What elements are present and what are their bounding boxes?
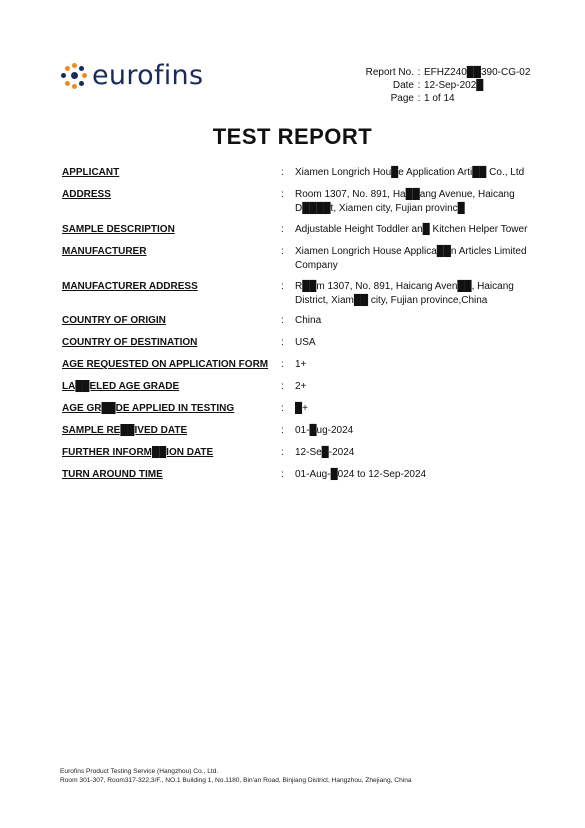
- field-colon: :: [281, 281, 284, 292]
- field-value: R██m 1307, No. 891, Haicang Aven██, Haicang District, Xiam██ city, Fujian province,China: [295, 281, 514, 306]
- field-label: FURTHER INFORM██ION DATE: [62, 447, 214, 458]
- field-label: TURN AROUND TIME: [62, 469, 163, 480]
- field-value: Xiamen Longrich Hou█e Application Arti██ Co., Ltd: [295, 167, 525, 178]
- field-label: AGE REQUESTED ON APPLICATION FORM: [62, 359, 269, 370]
- meta-colon: :: [417, 80, 421, 91]
- field-colon: :: [281, 403, 284, 414]
- field-value: 01-█ug-2024: [295, 425, 354, 436]
- logo-wordmark: eurofins: [92, 60, 204, 91]
- field-label: LA██ELED AGE GRADE: [62, 381, 180, 392]
- report-page-row: [362, 92, 530, 105]
- report-meta: [362, 66, 530, 105]
- field-value: 1+: [295, 359, 307, 370]
- report-date-row: [362, 79, 530, 92]
- field-value: 12-Se█-2024: [295, 447, 355, 458]
- field-value: China: [295, 315, 322, 326]
- footer-company: Eurofins Product Testing Service (Hangzhou) Co., Ltd.: [60, 768, 219, 775]
- report-number-value: EFHZ240██390-CG-02: [424, 67, 531, 78]
- report-date-label: Date: [392, 80, 414, 91]
- report-number-label: Report No.: [365, 67, 414, 78]
- field-label: MANUFACTURER ADDRESS: [62, 281, 198, 292]
- field-value: 01-Aug-█024 to 12-Sep-2024: [295, 469, 427, 480]
- field-value: Room 1307, No. 891, Ha██ang Avenue, Haicang D████t, Xiamen city, Fujian provinc█: [295, 189, 515, 214]
- field-label: SAMPLE RE██IVED DATE: [62, 425, 188, 436]
- field-colon: :: [281, 359, 284, 370]
- field-value: Adjustable Height Toddler an█ Kitchen Helper Tower: [295, 224, 528, 235]
- field-colon: :: [281, 469, 284, 480]
- report-number-row: [362, 66, 530, 79]
- field-label: COUNTRY OF ORIGIN: [62, 315, 166, 326]
- field-value: USA: [295, 337, 316, 348]
- page-title: TEST REPORT: [212, 124, 373, 149]
- page-footer: [60, 767, 412, 785]
- field-colon: :: [281, 337, 284, 348]
- meta-colon: :: [417, 93, 421, 104]
- eurofins-logo: [60, 60, 203, 91]
- field-colon: :: [281, 224, 284, 235]
- field-colon: :: [281, 167, 284, 178]
- eurofins-logo-icon: [60, 62, 88, 90]
- field-label: COUNTRY OF DESTINATION: [62, 337, 198, 348]
- field-value: █+: [295, 403, 308, 414]
- field-label: ADDRESS: [62, 189, 111, 200]
- field-colon: :: [281, 189, 284, 200]
- field-label: MANUFACTURER: [62, 246, 147, 257]
- field-colon: :: [281, 447, 284, 458]
- field-value: Xiamen Longrich House Applica██n Articles Limited Company: [295, 246, 527, 271]
- meta-colon: :: [417, 67, 421, 78]
- field-label: APPLICANT: [62, 167, 120, 178]
- field-colon: :: [281, 246, 284, 257]
- field-label: AGE GR██DE APPLIED IN TESTING: [62, 403, 235, 414]
- field-colon: :: [281, 425, 284, 436]
- field-colon: :: [281, 381, 284, 392]
- report-page-value: 1 of 14: [424, 93, 455, 104]
- report-page-label: Page: [390, 93, 414, 104]
- field-value: 2+: [295, 381, 307, 392]
- field-colon: :: [281, 315, 284, 326]
- footer-address: Room 301-307, Room317-322,3/F., NO.1 Building 1, No.1180, Bin'an Road, Binjiang District, Hangzhou, Zhejiang, China: [60, 777, 412, 784]
- report-date-value: 12-Sep-202█: [424, 80, 484, 91]
- field-label: SAMPLE DESCRIPTION: [62, 224, 175, 235]
